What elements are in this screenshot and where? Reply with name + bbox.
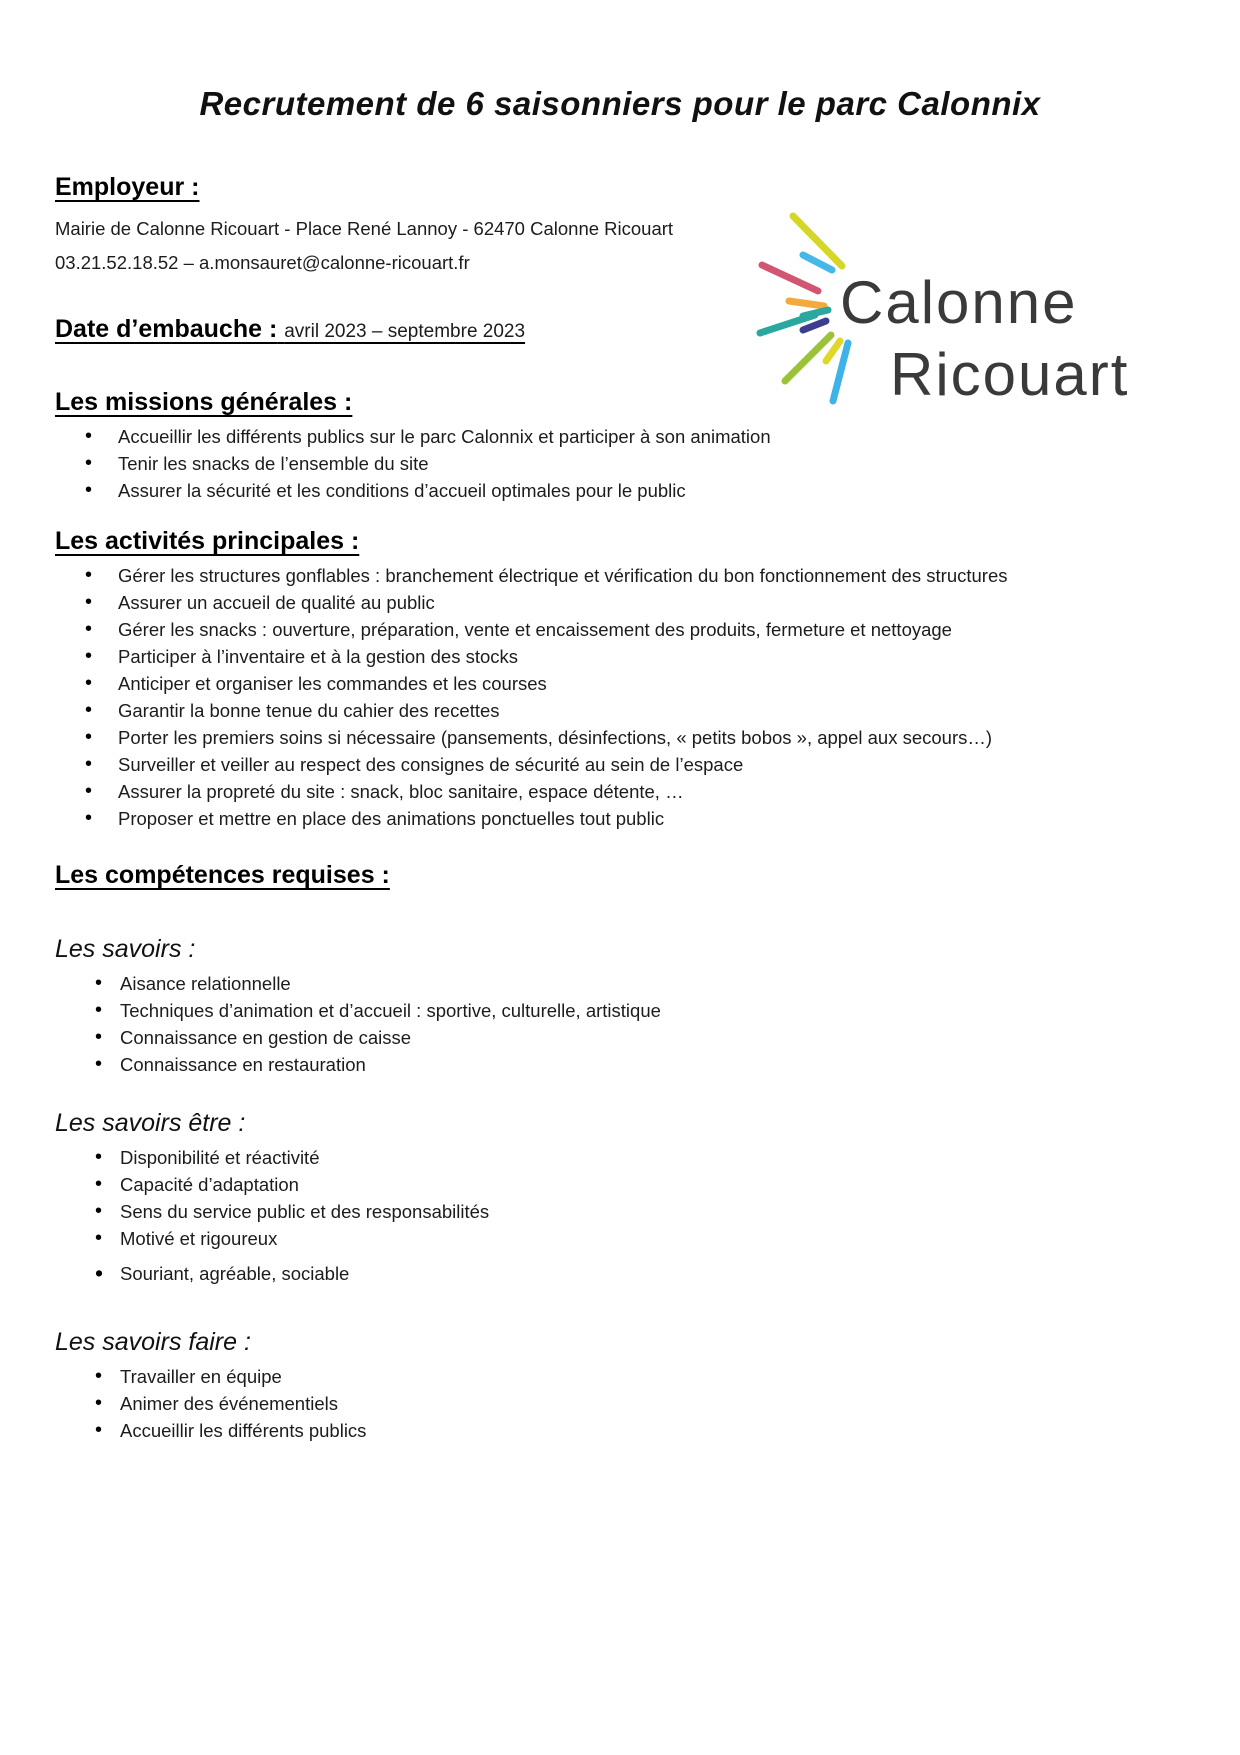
savoirs-faire-list — [55, 1363, 1185, 1444]
list-item: • Gérer les structures gonflables : branchement électrique et vérification du bon fonctionnement des structures — [55, 562, 1185, 589]
list-item: • Assurer la sécurité et les conditions d’accueil optimales pour le public — [55, 477, 1185, 504]
list-item: • Techniques d’animation et d’accueil : sportive, culturelle, artistique — [55, 997, 1185, 1024]
employeur-contact: 03.21.52.18.52 – a.monsauret@calonne-ricouart.fr — [55, 252, 470, 273]
list-item: • Disponibilité et réactivité — [55, 1144, 1185, 1171]
list-item: • Gérer les snacks : ouverture, préparation, vente et encaissement des produits, fermeture et nettoyage — [55, 616, 1185, 643]
savoirs-list — [55, 970, 1185, 1078]
missions-list — [55, 423, 1185, 504]
list-item: • Capacité d’adaptation — [55, 1171, 1185, 1198]
svg-text:Ricouart: Ricouart — [890, 341, 1130, 408]
list-item: • Anticiper et organiser les commandes et les courses — [55, 670, 1185, 697]
heading-savoirs: Les savoirs : — [55, 935, 196, 963]
list-item: • Connaissance en gestion de caisse — [55, 1024, 1185, 1051]
document-title: Recrutement de 6 saisonniers pour le parc Calonnix — [199, 85, 1041, 122]
calonne-ricouart-logo — [740, 193, 1150, 413]
list-item: • Porter les premiers soins si nécessaire (pansements, désinfections, « petits bobos », appel aux secours…) — [55, 724, 1185, 751]
list-item: • Assurer un accueil de qualité au public — [55, 589, 1185, 616]
savoirs-etre-list — [55, 1144, 1185, 1287]
heading-competences: Les compétences requises : — [55, 861, 390, 889]
list-item: • Participer à l’inventaire et à la gestion des stocks — [55, 643, 1185, 670]
list-item: • Aisance relationnelle — [55, 970, 1185, 997]
list-item: • Travailler en équipe — [55, 1363, 1185, 1390]
list-item: • Surveiller et veiller au respect des consignes de sécurité au sein de l’espace — [55, 751, 1185, 778]
activites-list — [55, 562, 1185, 832]
svg-text:Calonne: Calonne — [840, 269, 1078, 336]
heading-activites: Les activités principales : — [55, 527, 360, 555]
date-embauche-label: Date d’embauche : — [55, 315, 278, 343]
list-item: • Proposer et mettre en place des animations ponctuelles tout public — [55, 805, 1185, 832]
heading-savoirs-etre: Les savoirs être : — [55, 1109, 246, 1137]
list-item: • Assurer la propreté du site : snack, bloc sanitaire, espace détente, … — [55, 778, 1185, 805]
list-item: • Animer des événementiels — [55, 1390, 1185, 1417]
list-item: • Tenir les snacks de l’ensemble du site — [55, 450, 1185, 477]
list-item: • Souriant, agréable, sociable — [55, 1260, 1185, 1287]
employeur-address: Mairie de Calonne Ricouart - Place René Lannoy - 62470 Calonne Ricouart — [55, 218, 674, 239]
heading-savoirs-faire: Les savoirs faire : — [55, 1328, 251, 1356]
list-item: • Accueillir les différents publics sur le parc Calonnix et participer à son animation — [55, 423, 1185, 450]
list-item: • Sens du service public et des responsabilités — [55, 1198, 1185, 1225]
heading-missions: Les missions générales : — [55, 388, 353, 416]
logo-rays-icon — [760, 216, 848, 401]
heading-employeur: Employeur : — [55, 173, 200, 201]
list-item: • Garantir la bonne tenue du cahier des recettes — [55, 697, 1185, 724]
date-embauche-value: avril 2023 – septembre 2023 — [284, 321, 526, 342]
list-item: • Motivé et rigoureux — [55, 1225, 1185, 1252]
list-item: • Accueillir les différents publics — [55, 1417, 1185, 1444]
list-item: • Connaissance en restauration — [55, 1051, 1185, 1078]
logo-text — [840, 269, 1129, 408]
